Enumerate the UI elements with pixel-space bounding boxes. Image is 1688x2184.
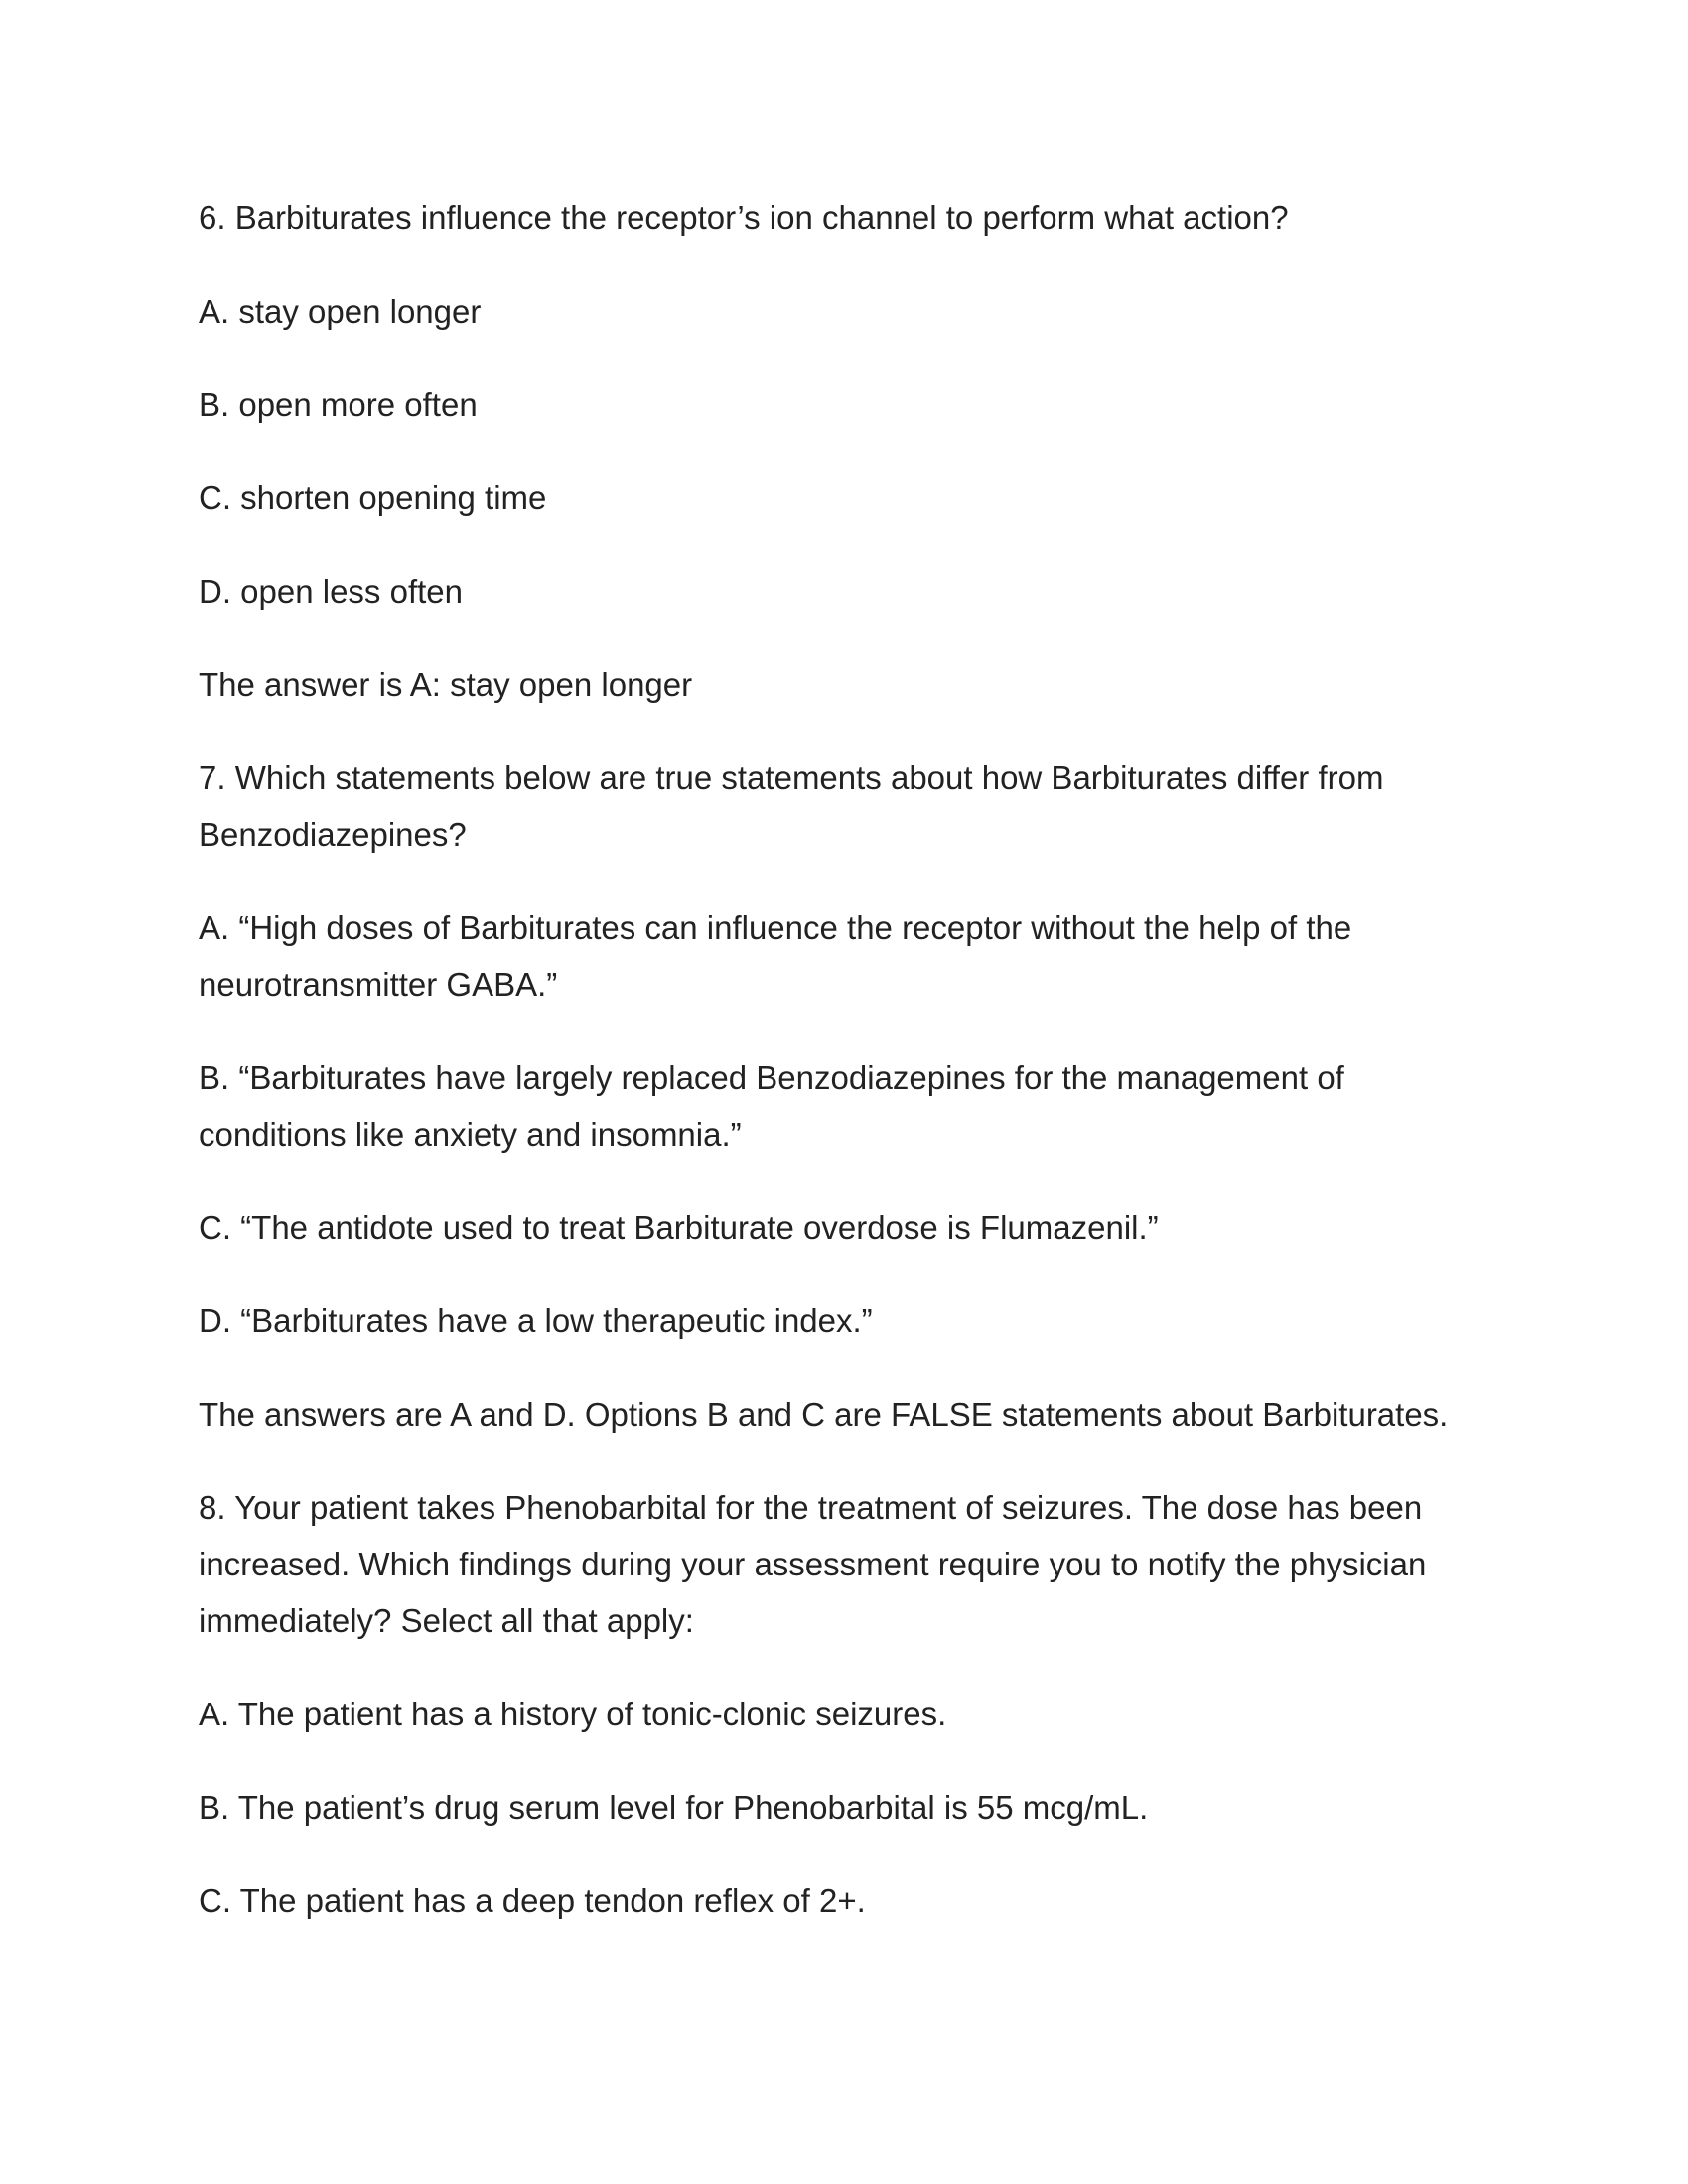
question-8-prompt-line-2: increased. Which findings during your assessment require you to notify the physician (199, 1546, 1427, 1582)
question-6-answer: The answer is A: stay open longer (199, 666, 693, 703)
question-6-option-b: B. open more often (199, 386, 478, 423)
question-7-option-a-line-2: neurotransmitter GABA.” (199, 966, 558, 1003)
question-7-option-b-line-2: conditions like anxiety and insomnia.” (199, 1116, 742, 1153)
question-8-prompt-line-1: 8. Your patient takes Phenobarbital for the treatment of seizures. The dose has been (199, 1489, 1423, 1526)
question-7-prompt-line-2: Benzodiazepines? (199, 816, 467, 853)
question-8-prompt-line-3: immediately? Select all that apply: (199, 1602, 694, 1639)
question-6-prompt: 6. Barbiturates influence the receptor’s ion channel to perform what action? (199, 200, 1289, 236)
question-7-option-a-line-1: A. “High doses of Barbiturates can influence the receptor without the help of the (199, 909, 1352, 946)
question-6-option-a: A. stay open longer (199, 293, 482, 330)
question-7-answer: The answers are A and D. Options B and C are FALSE statements about Barbiturates. (199, 1396, 1449, 1433)
question-8-option-b: B. The patient’s drug serum level for Phenobarbital is 55 mcg/mL. (199, 1789, 1149, 1826)
question-8-option-a: A. The patient has a history of tonic-clonic seizures. (199, 1696, 947, 1732)
question-8-option-c: C. The patient has a deep tendon reflex of 2+. (199, 1882, 866, 1919)
question-7-option-b-line-1: B. “Barbiturates have largely replaced Benzodiazepines for the management of (199, 1059, 1344, 1096)
question-7-option-d: D. “Barbiturates have a low therapeutic index.” (199, 1302, 873, 1339)
question-6-option-c: C. shorten opening time (199, 479, 547, 516)
question-6-option-d: D. open less often (199, 573, 463, 610)
question-7-prompt-line-1: 7. Which statements below are true statements about how Barbiturates differ from (199, 759, 1384, 796)
question-7-option-c: C. “The antidote used to treat Barbiturate overdose is Flumazenil.” (199, 1209, 1159, 1246)
